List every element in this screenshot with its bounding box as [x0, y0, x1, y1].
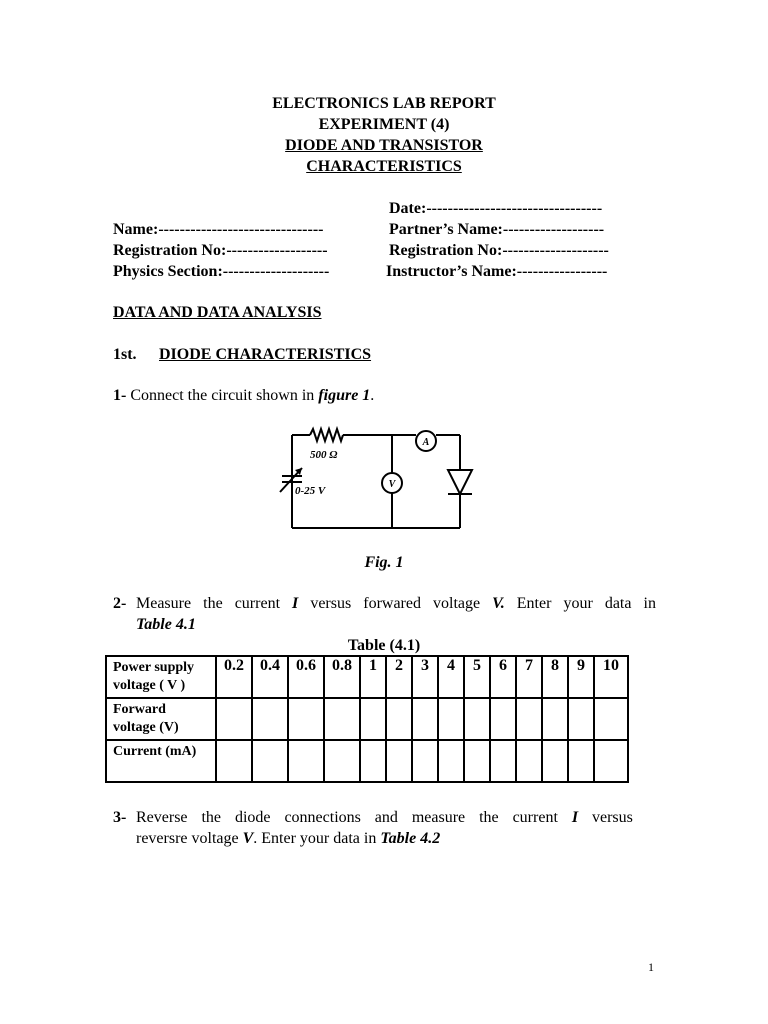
step-3-number: 3-: [113, 809, 127, 826]
table-cell[interactable]: [490, 698, 516, 740]
experiment-title-line2: CHARACTERISTICS: [306, 158, 462, 175]
table-reference: Table 4.2: [380, 830, 441, 847]
word: Enter: [516, 595, 552, 612]
word: voltage: [433, 595, 481, 612]
voltage-header: 8: [542, 656, 568, 698]
table-title: Table (4.1): [347, 637, 421, 654]
voltage-symbol: V.: [492, 595, 505, 612]
voltage-header: 10: [594, 656, 628, 698]
table-cell[interactable]: [464, 740, 490, 782]
step-3-text-line1: [136, 808, 633, 828]
voltage-header: 9: [568, 656, 594, 698]
row-label: Power supply voltage ( V ): [106, 656, 216, 698]
voltage-header: 3: [412, 656, 438, 698]
step-2-number: 2-: [113, 595, 127, 612]
subsection-number: 1st.: [113, 346, 137, 363]
ammeter-label: A: [422, 437, 430, 448]
word: current: [234, 595, 281, 612]
current-symbol: I: [292, 595, 299, 612]
step-1: [113, 386, 374, 406]
instructor-name-field: Instructor’s Name:-----------------: [386, 263, 608, 280]
table-reference: Table 4.1: [136, 616, 196, 633]
experiment-title-line1: DIODE AND TRANSISTOR: [285, 137, 483, 154]
resistor-label: 500 Ω: [310, 449, 338, 461]
word: the: [203, 595, 223, 612]
table-cell[interactable]: [216, 698, 252, 740]
current-symbol: I: [571, 809, 579, 826]
name-field: Name:-------------------------------: [113, 221, 324, 238]
word: the: [201, 809, 222, 826]
table-cell[interactable]: [412, 740, 438, 782]
word: Reverse: [136, 809, 188, 826]
page-number: 1: [648, 960, 654, 974]
subsection-heading: DIODE CHARACTERISTICS: [159, 346, 372, 363]
source-label: 0-25 V: [295, 485, 326, 497]
voltage-symbol: V: [242, 830, 254, 847]
word: and: [374, 809, 398, 826]
figure-reference: figure 1: [318, 387, 371, 404]
voltage-header: 5: [464, 656, 490, 698]
table-cell[interactable]: [438, 698, 464, 740]
registration-no-field: Registration No:-------------------: [113, 242, 328, 259]
word: current: [512, 809, 558, 826]
table-cell[interactable]: [252, 740, 288, 782]
table-cell[interactable]: [516, 698, 542, 740]
experiment-number: EXPERIMENT (4): [318, 116, 450, 133]
data-table: [105, 655, 629, 783]
word: versus: [310, 595, 352, 612]
step-text: Connect the circuit shown in: [130, 387, 319, 404]
word: forwared: [363, 595, 421, 612]
table-cell[interactable]: [288, 740, 324, 782]
table-cell[interactable]: [438, 740, 464, 782]
voltage-header: 0.8: [324, 656, 360, 698]
voltage-header: 4: [438, 656, 464, 698]
table-row: [106, 698, 628, 740]
table-cell[interactable]: [490, 740, 516, 782]
report-title: ELECTRONICS LAB REPORT: [272, 95, 496, 112]
table-cell[interactable]: [386, 740, 412, 782]
step-3-text-line2: [136, 829, 440, 849]
word: versus: [592, 809, 633, 826]
table-cell[interactable]: [464, 698, 490, 740]
step-2-text: [136, 594, 656, 614]
word: data: [604, 595, 632, 612]
table-cell[interactable]: [594, 698, 628, 740]
voltage-header: 0.6: [288, 656, 324, 698]
voltage-header: 6: [490, 656, 516, 698]
voltage-header: 0.2: [216, 656, 252, 698]
table-row: [106, 656, 628, 698]
voltage-header: 7: [516, 656, 542, 698]
table-cell[interactable]: [324, 698, 360, 740]
word: Measure: [136, 595, 192, 612]
word: in: [643, 595, 656, 612]
section-heading: DATA AND DATA ANALYSIS: [113, 304, 322, 321]
step-text: reversre voltage: [136, 830, 243, 847]
table-cell[interactable]: [568, 740, 594, 782]
table-cell[interactable]: [360, 740, 386, 782]
word: connections: [284, 809, 361, 826]
table-cell[interactable]: [594, 740, 628, 782]
voltage-header: 1: [360, 656, 386, 698]
voltage-header: 2: [386, 656, 412, 698]
word: measure: [411, 809, 466, 826]
table-cell[interactable]: [568, 698, 594, 740]
figure-caption: Fig. 1: [364, 554, 404, 571]
step-text: . Enter your data in: [253, 830, 381, 847]
table-row: [106, 740, 628, 782]
word: diode: [234, 809, 271, 826]
table-cell[interactable]: [412, 698, 438, 740]
step-number: 1-: [113, 387, 127, 404]
table-cell[interactable]: [542, 698, 568, 740]
table-cell[interactable]: [216, 740, 252, 782]
table-cell[interactable]: [516, 740, 542, 782]
row-label: Forward voltage (V): [106, 698, 216, 740]
word: your: [563, 595, 593, 612]
diode-symbol: [448, 470, 472, 494]
physics-section-field: Physics Section:--------------------: [113, 263, 330, 280]
table-cell[interactable]: [386, 698, 412, 740]
partner-registration-no-field: Registration No:--------------------: [389, 242, 609, 259]
word: the: [479, 809, 499, 826]
table-cell[interactable]: [252, 698, 288, 740]
date-field: Date:---------------------------------: [389, 200, 603, 217]
table-cell[interactable]: [324, 740, 360, 782]
resistor-symbol: [310, 429, 343, 441]
voltmeter-label: V: [388, 479, 396, 490]
circuit-diagram: [270, 420, 480, 535]
step-text-end: .: [370, 387, 375, 404]
row-label: Current (mA): [106, 740, 216, 782]
table-cell[interactable]: [542, 740, 568, 782]
table-cell[interactable]: [360, 698, 386, 740]
voltage-header: 0.4: [252, 656, 288, 698]
table-cell[interactable]: [288, 698, 324, 740]
partner-name-field: Partner’s Name:-------------------: [389, 221, 605, 238]
